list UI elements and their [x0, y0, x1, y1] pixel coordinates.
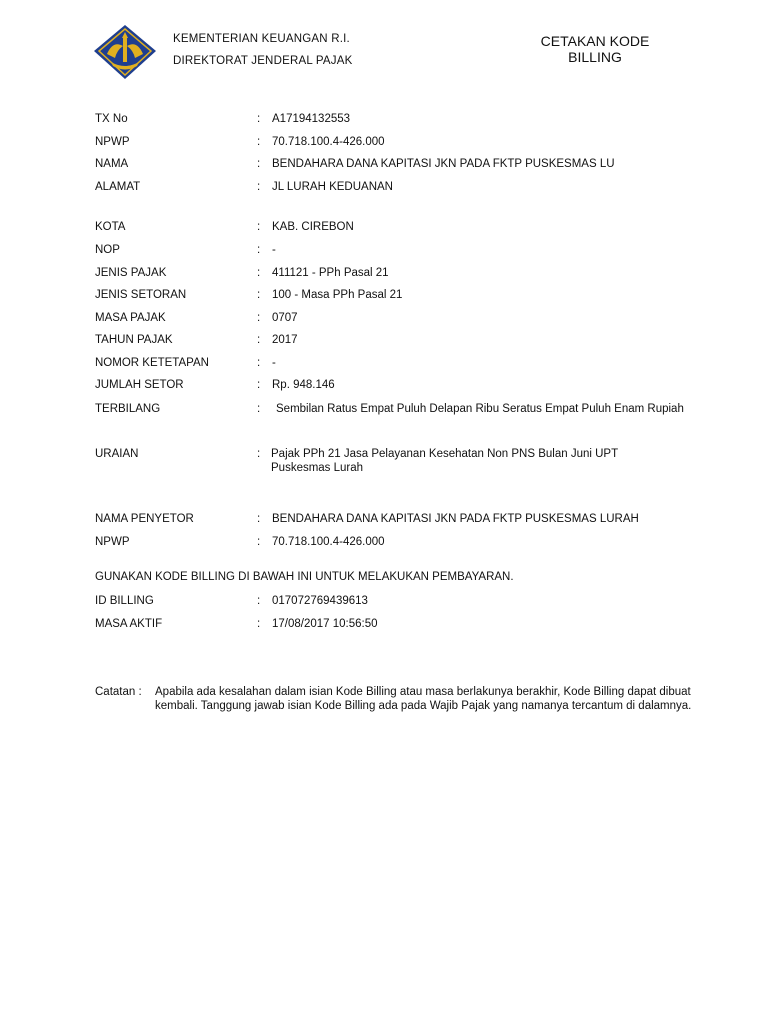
- field-label: TAHUN PAJAK: [95, 334, 173, 346]
- field-label: NAMA: [95, 158, 129, 170]
- field-label: URAIAN: [95, 448, 139, 460]
- field-value: 0707: [272, 312, 298, 324]
- field-value: 70.718.100.4-426.000: [272, 136, 385, 148]
- field-label: TERBILANG: [95, 403, 161, 415]
- field-label: NAMA PENYETOR: [95, 513, 194, 525]
- field-label: ID BILLING: [95, 595, 154, 607]
- field-value: 70.718.100.4-426.000: [272, 536, 385, 548]
- note-text: Apabila ada kesalahan dalam isian Kode Billing atau masa berlakunya berakhir, Kode Billing dapat dibuat kembali. Tanggung jawab isian Kode Billing ada pada Wajib Pajak yang namanya tercantum di dalamnya.: [155, 686, 692, 712]
- field-label: MASA PAJAK: [95, 312, 166, 324]
- field-label: JENIS PAJAK: [95, 267, 167, 279]
- directorate-name: DIREKTORAT JENDERAL PAJAK: [173, 55, 353, 67]
- field-label: JENIS SETORAN: [95, 289, 187, 301]
- field-colon: :: [257, 595, 261, 607]
- field-label: ALAMAT: [95, 181, 141, 193]
- field-colon: :: [257, 267, 261, 279]
- payment-instruction: GUNAKAN KODE BILLING DI BAWAH INI UNTUK MELAKUKAN PEMBAYARAN.: [95, 571, 514, 583]
- field-label: TX No: [95, 113, 128, 125]
- field-value: A17194132553: [272, 113, 351, 125]
- field-label: NOMOR KETETAPAN: [95, 357, 209, 369]
- field-value: KAB. CIREBON: [272, 221, 354, 233]
- field-value: Sembilan Ratus Empat Puluh Delapan Ribu Seratus Empat Puluh Enam Rupiah: [276, 403, 684, 415]
- field-label: NPWP: [95, 136, 130, 148]
- field-colon: :: [257, 334, 261, 346]
- field-colon: :: [257, 379, 261, 391]
- field-value: 100 - Masa PPh Pasal 21: [272, 289, 403, 301]
- field-colon: :: [257, 244, 261, 256]
- field-colon: :: [257, 289, 261, 301]
- document-title: [510, 33, 680, 65]
- field-colon: :: [257, 221, 261, 233]
- field-label: NOP: [95, 244, 120, 256]
- field-value: JL LURAH KEDUANAN: [272, 181, 393, 193]
- field-value: BENDAHARA DANA KAPITASI JKN PADA FKTP PUSKESMAS LURAH: [272, 513, 639, 525]
- field-value: BENDAHARA DANA KAPITASI JKN PADA FKTP PUSKESMAS LU: [272, 158, 615, 170]
- ministry-name: KEMENTERIAN KEUANGAN R.I.: [173, 33, 350, 45]
- field-colon: :: [257, 312, 261, 324]
- field-value: Rp. 948.146: [272, 379, 335, 391]
- field-colon: :: [257, 403, 261, 415]
- field-label: NPWP: [95, 536, 130, 548]
- field-colon: :: [257, 357, 261, 369]
- field-value: 017072769439613: [272, 595, 368, 607]
- kemenkeu-emblem-icon: [93, 24, 157, 80]
- field-value: 411121 - PPh Pasal 21: [272, 267, 389, 279]
- field-value: 17/08/2017 10:56:50: [272, 618, 378, 630]
- field-label: KOTA: [95, 221, 126, 233]
- field-value: -: [272, 357, 276, 369]
- field-colon: :: [257, 536, 261, 548]
- title-line-2: BILLING: [568, 49, 622, 65]
- field-colon: :: [257, 513, 261, 525]
- field-value: -: [272, 244, 276, 256]
- field-colon: :: [257, 181, 261, 193]
- field-value: 2017: [272, 334, 298, 346]
- field-colon: :: [257, 618, 261, 630]
- field-colon: :: [257, 158, 261, 170]
- field-label: JUMLAH SETOR: [95, 379, 184, 391]
- field-colon: :: [257, 136, 261, 148]
- field-colon: :: [257, 448, 261, 460]
- note-label: Catatan :: [95, 686, 142, 698]
- field-label: MASA AKTIF: [95, 618, 163, 630]
- field-value: Pajak PPh 21 Jasa Pelayanan Kesehatan Non PNS Bulan Juni UPT Puskesmas Lurah: [271, 448, 618, 474]
- field-colon: :: [257, 113, 261, 125]
- title-line-1: CETAKAN KODE: [540, 33, 650, 49]
